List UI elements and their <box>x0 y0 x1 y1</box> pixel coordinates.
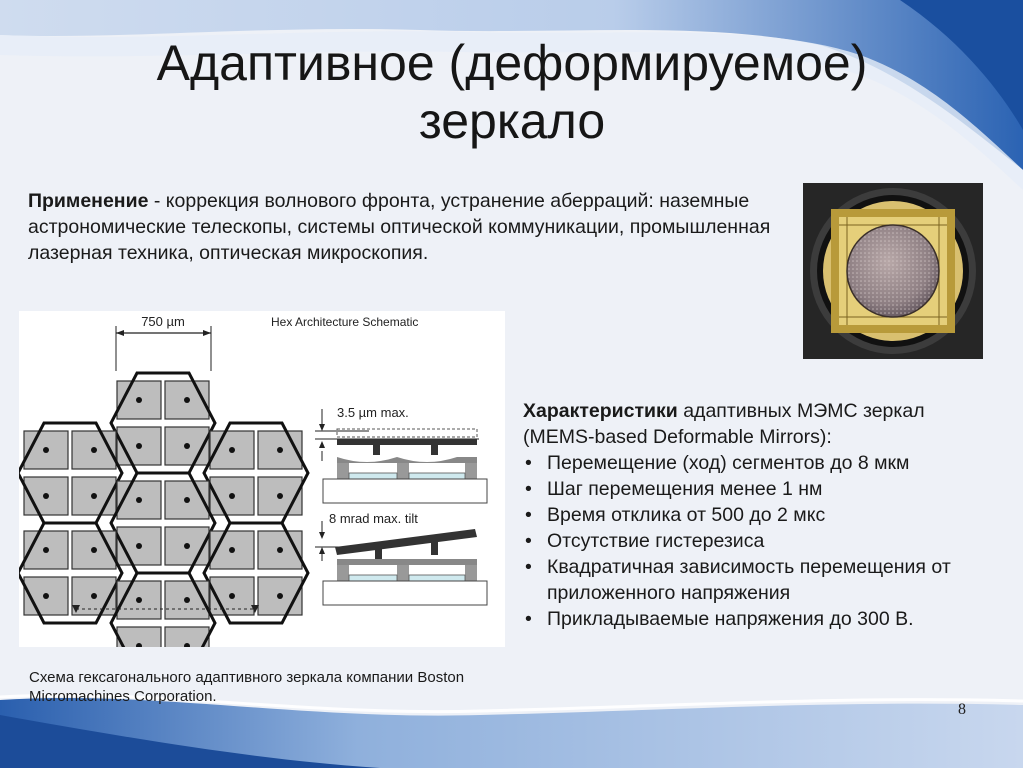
actuator-post-dot <box>136 543 142 549</box>
bullet-icon: • <box>525 530 532 552</box>
actuator-post-dot <box>43 547 49 553</box>
spec-text: Отсутствие гистерезиса <box>547 530 765 552</box>
actuator-post-dot <box>229 493 235 499</box>
specs-label: Характеристики <box>523 400 678 422</box>
actuator-post-dot <box>136 443 142 449</box>
spec-item <box>523 554 993 606</box>
application-paragraph <box>28 188 788 266</box>
actuator-post-dot <box>184 443 190 449</box>
actuator-post-dot <box>229 547 235 553</box>
title-line-1: Адаптивное (деформируемое) <box>156 35 868 91</box>
title-line-2: зеркало <box>418 93 606 149</box>
spec-text: Перемещение (ход) сегментов до 8 мкм <box>547 452 910 474</box>
hex-architecture-schematic <box>19 311 505 647</box>
spec-item <box>523 476 993 502</box>
actuator-post-dot <box>277 547 283 553</box>
actuator-post-dot <box>184 497 190 503</box>
specs-intro-text: адаптивных МЭМС зеркал (MEMS-based Deformable Mirrors): <box>523 400 925 448</box>
mirror-chip-photo <box>803 183 983 359</box>
actuator-post-dot <box>91 447 97 453</box>
stroke-label: 3.5 µm max. <box>337 405 409 420</box>
actuator-post-dot <box>91 547 97 553</box>
actuator-post-dot <box>229 593 235 599</box>
actuator-post-dot <box>277 447 283 453</box>
spec-item <box>523 502 993 528</box>
tilt-label: 8 mrad max. tilt <box>329 511 418 526</box>
actuator-post-dot <box>91 493 97 499</box>
bullet-icon: • <box>525 478 532 500</box>
actuator-post-dot <box>277 593 283 599</box>
actuator-post-dot <box>136 397 142 403</box>
actuator-post-dot <box>277 493 283 499</box>
slide-title <box>80 34 944 150</box>
figure-caption: Схема гексагонального адаптивного зеркала компании Boston Micromachines Corporation. <box>29 669 465 705</box>
page-number: 8 <box>958 701 966 718</box>
application-text: - коррекция волнового фронта, устранение аберраций: наземные астрономические телескопы, системы оптической коммуникации, промышленная лазерная техника, оптическая микроскопия. <box>28 190 771 264</box>
specs-block <box>523 398 993 632</box>
spec-item <box>523 606 993 632</box>
width-label: 750 µm <box>141 314 185 329</box>
spec-text: Шаг перемещения менее 1 нм <box>547 478 823 500</box>
actuator-post-dot <box>136 597 142 603</box>
application-label: Применение <box>28 190 149 212</box>
spec-text: Квадратичная зависимость перемещения от приложенного напряжения <box>547 556 951 604</box>
actuator-post-dot <box>136 497 142 503</box>
bullet-icon: • <box>525 608 532 630</box>
schematic-heading: Hex Architecture Schematic <box>271 315 419 329</box>
specs-list <box>523 450 993 632</box>
spec-text: Прикладываемые напряжения до 300 В. <box>547 608 914 630</box>
actuator-post-dot <box>43 593 49 599</box>
actuator-post-dot <box>43 493 49 499</box>
actuator-post-dot <box>184 597 190 603</box>
bullet-icon: • <box>525 452 532 474</box>
actuator-post-dot <box>91 593 97 599</box>
actuator-post-dot <box>43 447 49 453</box>
spec-text: Время отклика от 500 до 2 мкс <box>547 504 826 526</box>
actuator-post-dot <box>184 397 190 403</box>
bullet-icon: • <box>525 504 532 526</box>
spec-item <box>523 528 993 554</box>
specs-intro <box>523 398 993 450</box>
actuator-post-dot <box>229 447 235 453</box>
spec-item <box>523 450 993 476</box>
actuator-post-dot <box>184 543 190 549</box>
bullet-icon: • <box>525 556 532 578</box>
